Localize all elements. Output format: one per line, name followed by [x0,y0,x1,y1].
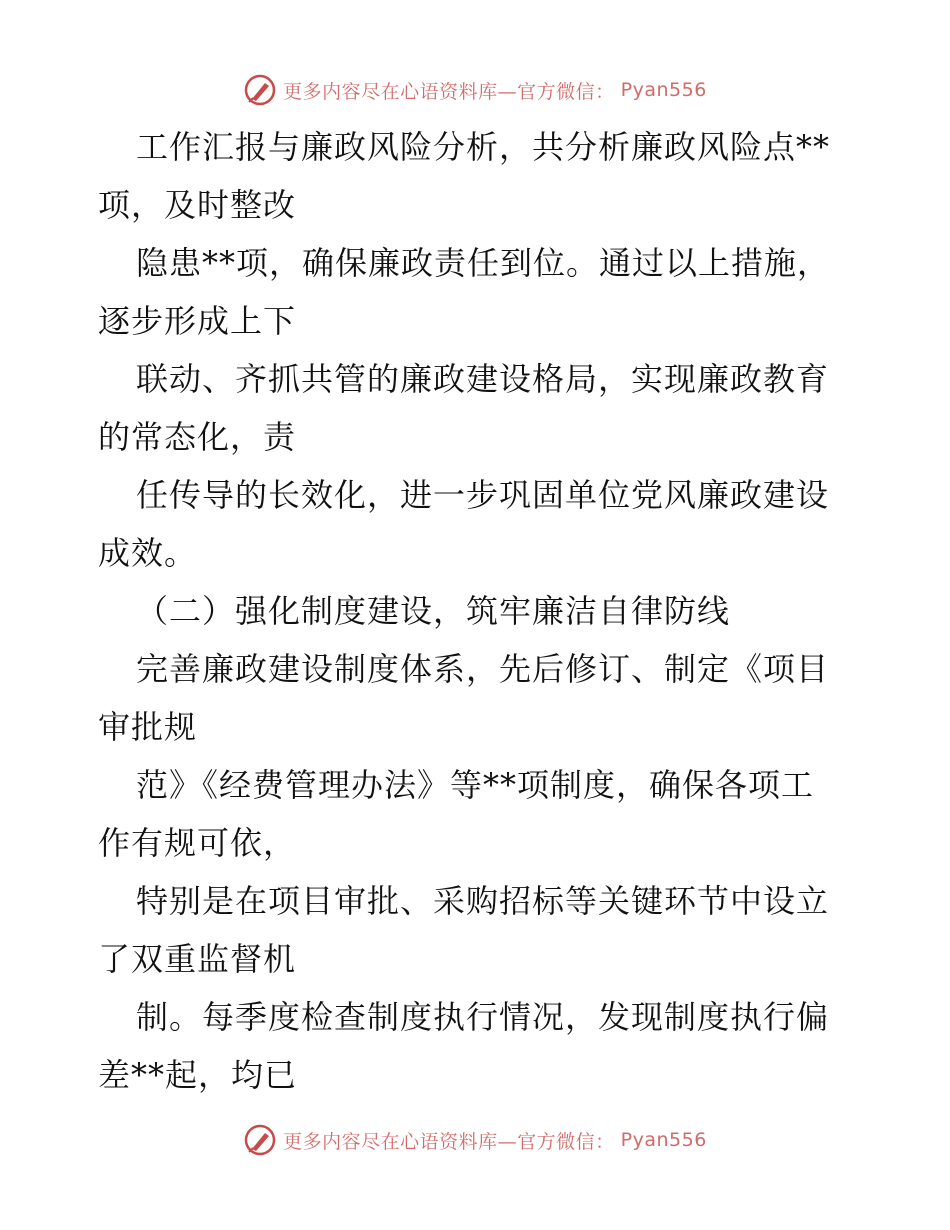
watermark-wechat-id: Pyan556 [620,79,707,101]
watermark-wechat-id: Pyan556 [620,1129,707,1151]
body-line: 审批规 [98,708,198,746]
watermark-cn-text: 更多内容尽在心语资料库—官方微信： [283,80,615,103]
header-watermark [0,70,950,110]
section-heading: （二）强化制度建设，筑牢廉洁自律防线 [136,592,731,630]
document-body [98,118,858,1104]
body-line: 任传导的长效化，进一步巩固单位党风廉政建设 [136,476,830,514]
body-line: 差**起，均已 [98,1056,298,1094]
body-line: 制。每季度检查制度执行情况，发现制度执行偏 [136,998,830,1036]
quill-logo-icon [243,73,277,107]
quill-logo-icon [243,1123,277,1157]
body-line: 特别是在项目审批、采购招标等关键环节中设立 [136,882,830,920]
body-line: 联动、齐抓共管的廉政建设格局，实现廉政教育 [136,360,830,398]
body-line: 项，及时整改 [98,186,297,224]
body-line: 隐患**项，确保廉政责任到位。通过以上措施， [136,244,831,282]
body-line: 逐步形成上下 [98,302,297,340]
body-line: 范》《经费管理办法》等**项制度，确保各项工 [136,766,815,804]
body-line: 工作汇报与廉政风险分析，共分析廉政风险点** [136,128,831,166]
body-line: 完善廉政建设制度体系，先后修订、制定《项目 [136,650,830,688]
body-line: 作有规可依， [98,824,297,862]
body-line: 成效。 [98,534,198,572]
footer-watermark [0,1120,950,1160]
body-line: 的常态化，责 [98,418,297,456]
body-line: 了双重监督机 [98,940,297,978]
watermark-cn-text: 更多内容尽在心语资料库—官方微信： [283,1130,615,1153]
